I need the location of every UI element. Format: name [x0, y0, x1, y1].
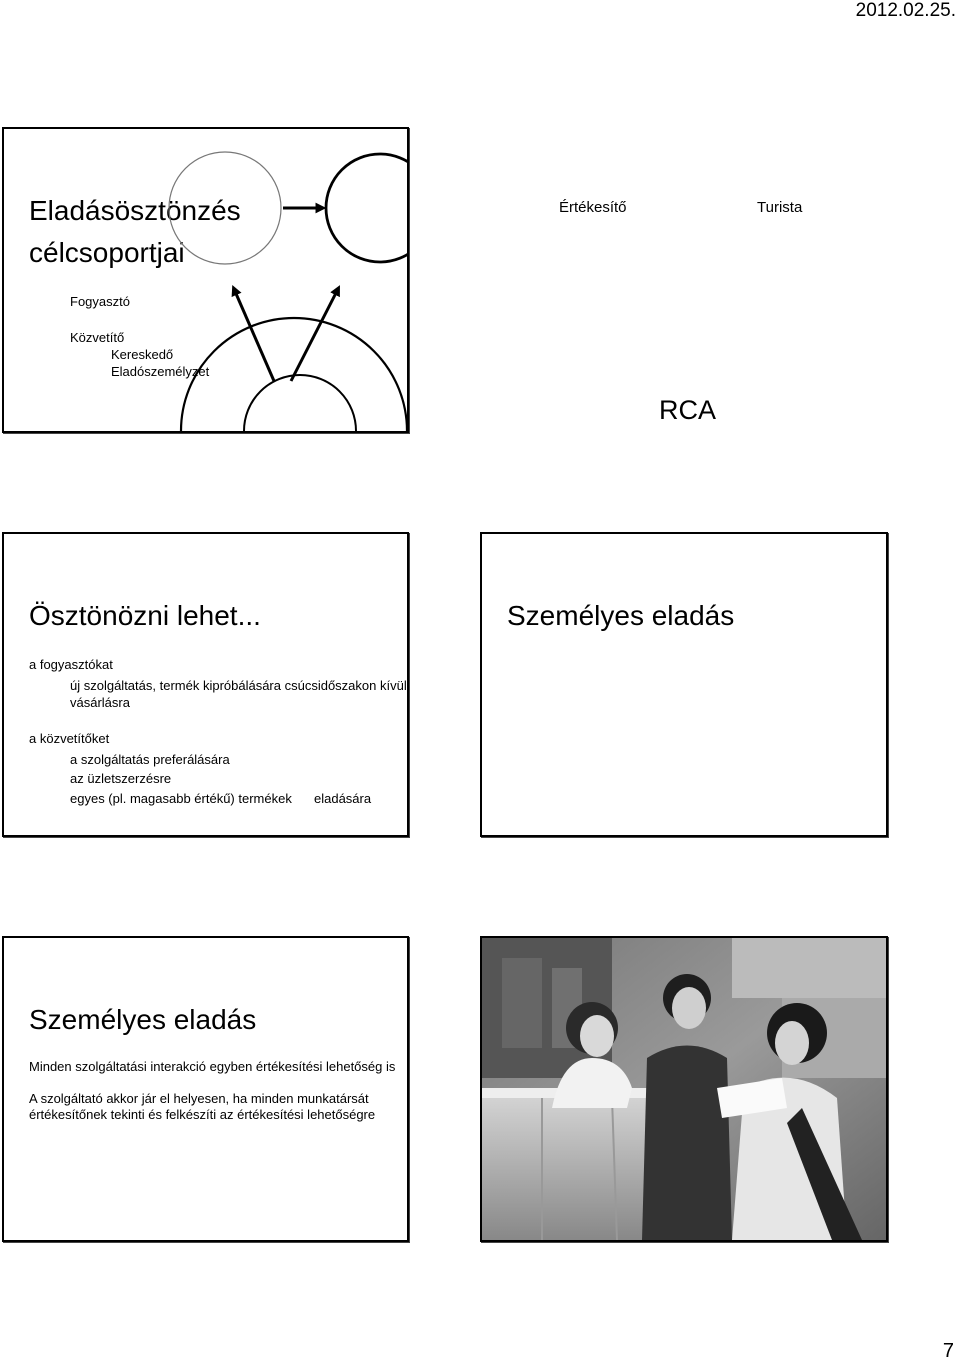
list-item: A szolgáltató akkor jár el helyesen, ha minden munkatársát: [29, 1091, 369, 1106]
rca-diagram-shapes: [4, 129, 407, 431]
turista-label: Turista: [757, 199, 803, 216]
list-item: a fogyasztókat: [29, 657, 113, 672]
list-item: új szolgáltatás, termék kipróbálására csúcsidőszakon kívüli: [70, 678, 410, 693]
slide-photo: [480, 936, 888, 1242]
rca-inner-arc: [244, 375, 356, 431]
slide-title: Ösztönözni lehet...: [29, 600, 261, 631]
arrow-to-turista: [291, 289, 338, 381]
slide-szemelyes-eladas-title: [480, 532, 888, 837]
list-item-kozvetito: Közvetítő: [70, 330, 125, 345]
slide-eladasosztonzes: [2, 127, 803, 433]
list-item: egyes (pl. magasabb értékű) termékek: [70, 791, 292, 806]
slide-title-line1: Eladásösztönzés: [29, 195, 241, 226]
slide-title: Személyes eladás: [507, 600, 735, 631]
ertekesito-circle: [169, 152, 281, 264]
list-item-kereskedo: Kereskedő: [111, 347, 174, 362]
list-item: a közvetítőket: [29, 731, 110, 746]
slide-title: Személyes eladás: [29, 1004, 257, 1035]
list-item-fogyaszto: Fogyasztó: [70, 294, 130, 309]
slide-osztonozni-lehet: [2, 532, 409, 837]
page-number: 7: [942, 1340, 954, 1362]
list-item: a szolgáltatás preferálására: [70, 752, 230, 767]
ertekesito-label: Értékesítő: [559, 199, 627, 216]
rca-label: RCA: [659, 395, 717, 425]
slide-title-line2: célcsoportjai: [29, 237, 185, 268]
turista-circle: [326, 154, 407, 262]
list-item: eladására: [314, 791, 372, 806]
list-item: az üzletszerzésre: [70, 771, 172, 786]
list-item: vásárlásra: [70, 695, 130, 710]
slide-szemelyes-eladas: [2, 936, 409, 1242]
people-at-counter-photo-icon: [482, 938, 886, 1240]
list-item-eladoszemelyzet: Eladószemélyzet: [111, 364, 210, 379]
arrow-to-ertekesito: [234, 289, 274, 381]
print-date: 2012.02.25.: [855, 0, 956, 21]
list-item: értékesítőnek tekinti és felkészíti az értékesítési lehetőségre: [29, 1107, 376, 1122]
list-item: Minden szolgáltatási interakció egyben értékesítési lehetőség is: [29, 1059, 396, 1074]
